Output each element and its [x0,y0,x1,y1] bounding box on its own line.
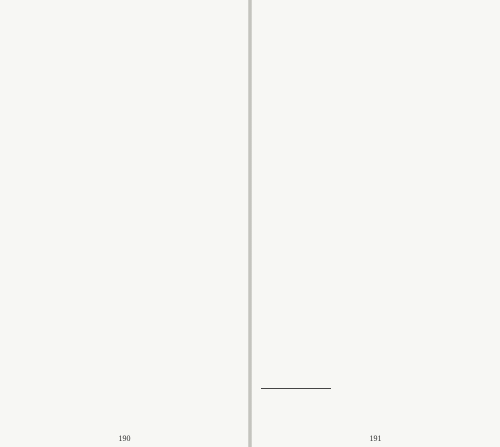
right-page [251,0,500,447]
footnote-divider [261,388,331,389]
left-page-body [14,8,239,418]
right-page-number: 191 [369,434,382,443]
left-page-number: 190 [118,434,131,443]
right-page-body [261,8,486,386]
left-page [0,0,249,447]
right-page-footnote [261,392,486,416]
